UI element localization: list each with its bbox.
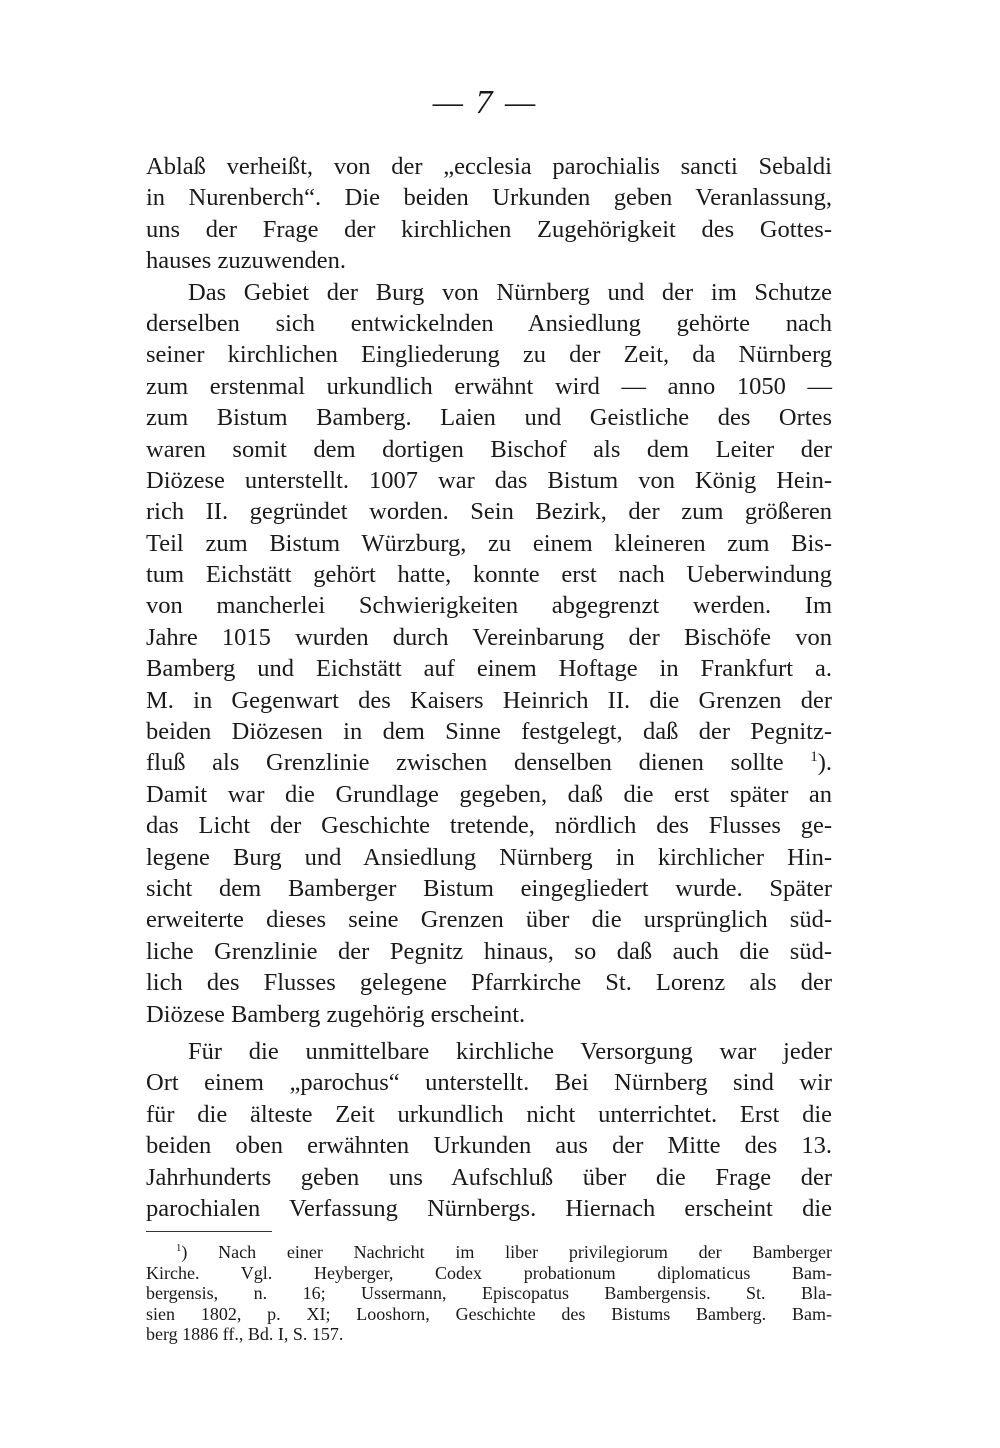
- text-line: das Licht der Geschichte tretende, nördlich des Flusses ge-: [146, 812, 832, 840]
- text-line: waren somit dem dortigen Bischof als dem Leiter der: [146, 435, 832, 463]
- text-line: Ort einem „parochus“ unterstellt. Bei Nürnberg sind wir: [146, 1069, 832, 1097]
- footnote-line: berg 1886 ff., Bd. I, S. 157.: [146, 1324, 344, 1345]
- footnote-line-content: Nach einer Nachricht im liber privilegiorum der Bamberger: [218, 1242, 832, 1262]
- footnote-line: bergensis, n. 16; Ussermann, Episcopatus Bambergensis. St. Bla-: [146, 1283, 832, 1304]
- footnote-line: sien 1802, p. XI; Looshorn, Geschichte des Bistums Bamberg. Bam-: [146, 1303, 832, 1324]
- text-line: Ablaß verheißt, von der „ecclesia parochialis sancti Sebaldi: [146, 153, 832, 180]
- footnote-separator: [146, 1231, 272, 1232]
- text-line-content: fluß als Grenzlinie zwischen denselben dienen sollte: [146, 749, 784, 777]
- text-line: tum Eichstätt gehört hatte, konnte erst nach Ueberwindung: [146, 561, 832, 589]
- text-line-with-footnote-ref: [146, 747, 832, 778]
- text-line: uns der Frage der kirchlichen Zugehörigkeit des Gottes-: [146, 215, 832, 243]
- page-number: — 7 —: [432, 84, 538, 121]
- text-line: zum Bistum Bamberg. Laien und Geistliche des Ortes: [146, 404, 832, 432]
- footnote-marker: 1: [176, 1242, 182, 1254]
- footnote: [146, 1242, 832, 1345]
- text-line: erweiterte dieses seine Grenzen über die ursprünglich süd-: [146, 906, 832, 934]
- text-line: beiden oben erwähnten Urkunden aus der Mitte des 13.: [146, 1132, 832, 1160]
- text-line: legene Burg und Ansiedlung Nürnberg in kirchlicher Hin-: [146, 843, 832, 871]
- footnote-marker-tail: ): [181, 1242, 188, 1262]
- main-text: [146, 151, 832, 1224]
- text-line: Teil zum Bistum Würzburg, zu einem kleineren zum Bis-: [146, 529, 832, 557]
- text-line: Diözese Bamberg zugehörig erscheint.: [146, 1000, 526, 1028]
- text-line: von mancherlei Schwierigkeiten abgegrenzt werden. Im: [146, 592, 832, 620]
- footnote-line: Kirche. Vgl. Heyberger, Codex probationum diplomaticus Bam-: [146, 1262, 832, 1283]
- text-line: M. in Gegenwart des Kaisers Heinrich II. die Grenzen der: [146, 686, 832, 714]
- text-line: Bamberg und Eichstätt auf einem Hoftage in Frankfurt a.: [146, 655, 832, 683]
- text-line: Diözese unterstellt. 1007 war das Bistum von König Hein-: [146, 466, 832, 494]
- text-line: Das Gebiet der Burg von Nürnberg und der im Schutze: [188, 278, 832, 306]
- text-line: lich des Flusses gelegene Pfarrkirche St. Lorenz als der: [146, 969, 832, 997]
- text-line: derselben sich entwickelnden Ansiedlung gehörte nach: [146, 309, 832, 337]
- text-line: zum erstenmal urkundlich erwähnt wird — anno 1050 —: [146, 372, 832, 400]
- text-line: Jahre 1015 wurden durch Vereinbarung der Bischöfe von: [146, 623, 832, 651]
- text-line: beiden Diözesen in dem Sinne festgelegt, daß der Pegnitz-: [146, 718, 832, 746]
- footnote-reference: 1: [810, 749, 818, 766]
- text-line: sicht dem Bamberger Bistum eingegliedert wurde. Später: [146, 874, 832, 902]
- text-line: Für die unmittelbare kirchliche Versorgung war jeder: [188, 1037, 832, 1065]
- text-line: liche Grenzlinie der Pegnitz hinaus, so daß auch die süd-: [146, 937, 832, 965]
- footnote-line: [146, 1242, 832, 1263]
- text-line: in Nurenberch“. Die beiden Urkunden geben Veranlassung,: [146, 184, 832, 212]
- text-line: Damit war die Grundlage gegeben, daß die erst später an: [146, 780, 832, 808]
- text-line: Jahrhunderts geben uns Aufschluß über die Frage der: [146, 1163, 832, 1191]
- text-line: seiner kirchlichen Eingliederung zu der Zeit, da Nürnberg: [146, 341, 832, 369]
- text-line: rich II. gegründet worden. Sein Bezirk, der zum größeren: [146, 498, 832, 526]
- text-line: hauses zuzuwenden.: [146, 247, 347, 275]
- text-line: für die älteste Zeit urkundlich nicht unterrichtet. Erst die: [146, 1100, 832, 1128]
- footnote-reference-tail: ).: [817, 749, 832, 777]
- text-line: parochialen Verfassung Nürnbergs. Hiernach erscheint die: [146, 1194, 832, 1222]
